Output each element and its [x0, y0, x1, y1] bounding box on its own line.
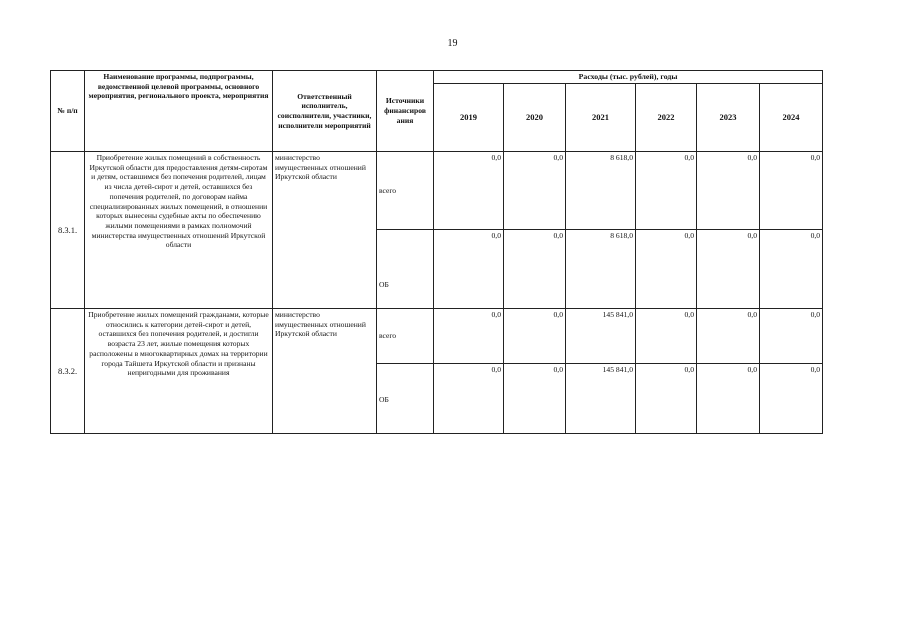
row-value: 145 841,0 — [566, 309, 636, 364]
row-value: 0,0 — [697, 230, 760, 309]
row-value: 0,0 — [636, 230, 697, 309]
row-value: 0,0 — [504, 309, 566, 364]
page-number: 19 — [447, 38, 458, 49]
row-value: 0,0 — [760, 152, 823, 230]
row-value: 8 618,0 — [566, 152, 636, 230]
row-value: 0,0 — [434, 230, 504, 309]
row-source: ОБ — [377, 364, 434, 434]
row-value: 0,0 — [697, 364, 760, 434]
row-name: Приобретение жилых помещений в собственность Иркутской области для предоставления детям-сиротам и детям, оставшимся без попечения родителей, лицам из числа детей-сирот и детей, оставшихся без попечения родителей, по договорам найма специализированных жилых помещений, в отношении которых вынесены судебные акты по обеспечению жилыми помещениями в рамках полномочий министерства имущественных отношений Иркутской области — [85, 152, 273, 309]
header-year: 2024 — [760, 84, 823, 152]
row-value: 0,0 — [636, 309, 697, 364]
row-name: Приобретение жилых помещений гражданами, которые относились к категории детей-сирот и детей, оставшихся без попечения родителей, и достигли возраста 23 лет, жилые помещения которых расположены в многоквартирных домах на территории города Тайшета Иркутской области и признаны непригодными для проживания — [85, 309, 273, 434]
header-num: № п/п — [51, 71, 85, 152]
row-value: 0,0 — [504, 152, 566, 230]
header-year: 2019 — [434, 84, 504, 152]
row-number: 8.3.1. — [51, 152, 85, 309]
row-value: 0,0 — [434, 152, 504, 230]
row-value: 0,0 — [760, 309, 823, 364]
row-source: всего — [377, 309, 434, 364]
header-name: Наименование программы, подпрограммы, ведомственной целевой программы, основного мероприятия, регионального проекта, мероприятия — [85, 71, 273, 152]
header-executor: Ответственный исполнитель, соисполнители, участники, исполнители мероприятий — [273, 71, 377, 152]
row-executor: министерство имущественных отношений Иркутской области — [273, 152, 377, 309]
header-expenses: Расходы (тыс. рублей), годы — [434, 71, 823, 84]
row-value: 0,0 — [697, 152, 760, 230]
row-value: 0,0 — [434, 309, 504, 364]
row-value: 0,0 — [760, 230, 823, 309]
row-number: 8.3.2. — [51, 309, 85, 434]
row-value: 8 618,0 — [566, 230, 636, 309]
row-executor: министерство имущественных отношений Иркутской области — [273, 309, 377, 434]
row-value: 145 841,0 — [566, 364, 636, 434]
row-source: всего — [377, 152, 434, 230]
header-source: Источники финансиров ания — [377, 71, 434, 152]
row-value: 0,0 — [504, 230, 566, 309]
header-year: 2022 — [636, 84, 697, 152]
row-value: 0,0 — [434, 364, 504, 434]
budget-table — [50, 70, 823, 434]
row-value: 0,0 — [636, 364, 697, 434]
row-value: 0,0 — [636, 152, 697, 230]
row-source: ОБ — [377, 230, 434, 309]
row-value: 0,0 — [504, 364, 566, 434]
header-year: 2020 — [504, 84, 566, 152]
header-year: 2021 — [566, 84, 636, 152]
row-value: 0,0 — [697, 309, 760, 364]
row-value: 0,0 — [760, 364, 823, 434]
table-row — [51, 309, 823, 364]
header-year: 2023 — [697, 84, 760, 152]
table-row — [51, 152, 823, 230]
